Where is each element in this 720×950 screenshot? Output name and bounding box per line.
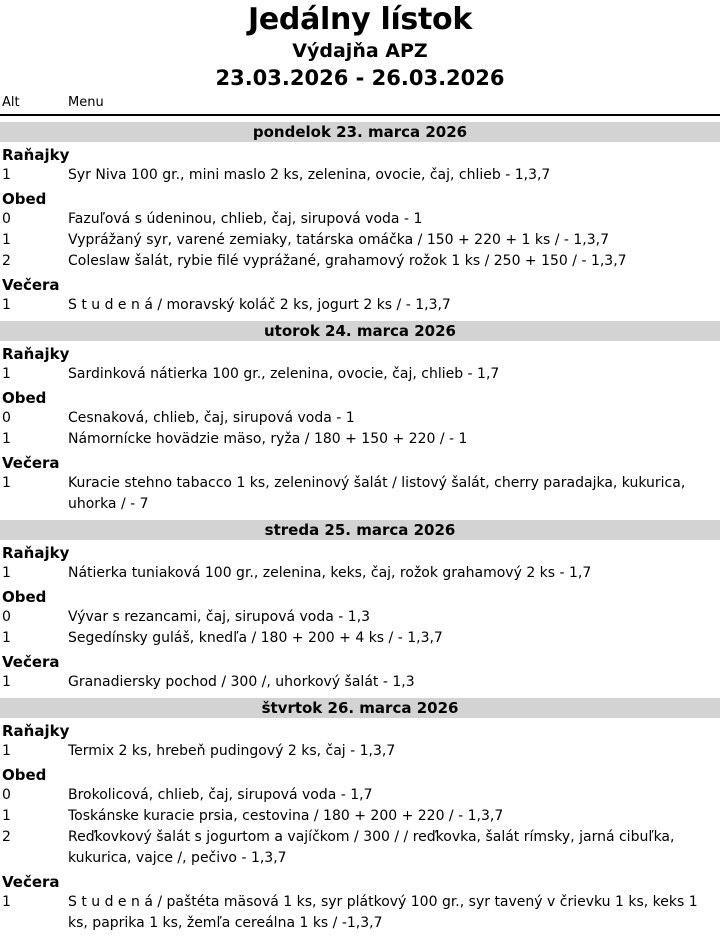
- menu-item-row: [0, 892, 720, 934]
- alt-number: 1: [2, 366, 11, 382]
- column-alt: Alt: [2, 95, 20, 110]
- menu-item-row: [0, 563, 720, 584]
- menu-item-row: [0, 295, 720, 316]
- alt-number: 1: [2, 894, 11, 910]
- menu-item-text: Syr Niva 100 gr., mini maslo 2 ks, zelenina, ovocie, čaj, chlieb - 1,3,7: [68, 167, 551, 183]
- menu-item-text: Toskánske kuracie prsia, cestovina / 180 + 200 + 220 / - 1,3,7: [68, 808, 504, 824]
- meal-name: Večera: [2, 873, 60, 891]
- alt-number: 2: [2, 253, 11, 269]
- page-subtitle: Výdajňa APZ: [292, 40, 428, 62]
- menu-item-row: [0, 672, 720, 693]
- meal-name: Obed: [2, 190, 47, 208]
- menu-item-row: [0, 364, 720, 385]
- alt-number: 1: [2, 630, 11, 646]
- menu-item-row: [0, 628, 720, 649]
- meal-name: Večera: [2, 454, 60, 472]
- menu-item-text: S t u d e n á / paštéta mäsová 1 ks, syr plátkový 100 gr., syr tavený v črievku 1 ks, keks 1 ks, paprika 1 ks, žemľa cereálna 1 ks / -1,3,7: [68, 894, 698, 931]
- menu-item-text: Fazuľová s údeninou, chlieb, čaj, sirupová voda - 1: [68, 211, 423, 227]
- meal-name: Večera: [2, 276, 60, 294]
- menu-item-row: [0, 165, 720, 186]
- menu-item-text: Vyprážaný syr, varené zemiaky, tatárska omáčka / 150 + 220 + 1 ks / - 1,3,7: [68, 232, 610, 248]
- menu-item-text: Sardinková nátierka 100 gr., zelenina, ovocie, čaj, chlieb - 1,7: [68, 366, 500, 382]
- menu-item-row: [0, 741, 720, 762]
- date-range: 23.03.2026 - 26.03.2026: [215, 66, 505, 90]
- menu-item-text: Vývar s rezancami, čaj, sirupová voda - 1,3: [68, 609, 371, 625]
- column-menu: Menu: [68, 95, 104, 110]
- meal-name: Raňajky: [2, 345, 70, 363]
- meal-name: Večera: [2, 653, 60, 671]
- menu-item-row: [0, 806, 720, 827]
- day-header: pondelok 23. marca 2026: [0, 122, 720, 142]
- day-header: streda 25. marca 2026: [0, 520, 720, 540]
- column-header: [0, 95, 720, 116]
- menu-item-row: [0, 230, 720, 251]
- menu-item-row: [0, 827, 720, 869]
- meal-name: Obed: [2, 389, 47, 407]
- alt-number: 1: [2, 167, 11, 183]
- menu-item-row: [0, 473, 720, 515]
- alt-number: 0: [2, 410, 11, 426]
- alt-number: 2: [2, 829, 11, 845]
- menu-body: [0, 122, 720, 934]
- menu-item-text: Kuracie stehno tabacco 1 ks, zeleninový šalát / listový šalát, cherry paradajka, kukurica, uhorka / - 7: [68, 475, 686, 512]
- alt-number: 0: [2, 211, 11, 227]
- day-header: štvrtok 26. marca 2026: [0, 698, 720, 718]
- alt-number: 1: [2, 808, 11, 824]
- meal-name: Obed: [2, 588, 47, 606]
- menu-item-text: Segedínsky guláš, knedľa / 180 + 200 + 4 ks / - 1,3,7: [68, 630, 443, 646]
- alt-number: 1: [2, 297, 11, 313]
- menu-item-text: Granadiersky pochod / 300 /, uhorkový šalát - 1,3: [68, 674, 415, 690]
- menu-item-row: [0, 785, 720, 806]
- meal-name: Raňajky: [2, 544, 70, 562]
- menu-item-row: [0, 251, 720, 272]
- menu-item-text: Termix 2 ks, hrebeň pudingový 2 ks, čaj - 1,3,7: [68, 743, 396, 759]
- menu-item-text: Cesnaková, chlieb, čaj, sirupová voda - 1: [68, 410, 355, 426]
- menu-item-text: S t u d e n á / moravský koláč 2 ks, jogurt 2 ks / - 1,3,7: [68, 297, 451, 313]
- meal-name: Obed: [2, 766, 47, 784]
- day-header: utorok 24. marca 2026: [0, 321, 720, 341]
- menu-header: [0, 0, 720, 92]
- alt-number: 1: [2, 743, 11, 759]
- menu-item-row: [0, 429, 720, 450]
- alt-number: 0: [2, 609, 11, 625]
- meal-name: Raňajky: [2, 146, 70, 164]
- menu-item-text: Námornícke hovädzie mäso, ryža / 180 + 150 + 220 / - 1: [68, 431, 468, 447]
- alt-number: 0: [2, 787, 11, 803]
- page-title: Jedálny lístok: [248, 2, 472, 37]
- menu-item-text: Reďkovkový šalát s jogurtom a vajíčkom / 300 / / reďkovka, šalát rímsky, jarná cibuľka, kukurica, vajce /, pečivo - 1,3,7: [68, 829, 675, 866]
- alt-number: 1: [2, 232, 11, 248]
- menu-item-text: Coleslaw šalát, rybie filé vyprážané, grahamový rožok 1 ks / 250 + 150 / - 1,3,7: [68, 253, 627, 269]
- menu-item-row: [0, 408, 720, 429]
- meal-name: Raňajky: [2, 722, 70, 740]
- menu-item-row: [0, 607, 720, 628]
- alt-number: 1: [2, 475, 11, 491]
- menu-item-row: [0, 209, 720, 230]
- menu-item-text: Nátierka tuniaková 100 gr., zelenina, keks, čaj, rožok grahamový 2 ks - 1,7: [68, 565, 592, 581]
- alt-number: 1: [2, 565, 11, 581]
- alt-number: 1: [2, 431, 11, 447]
- alt-number: 1: [2, 674, 11, 690]
- menu-item-text: Brokolicová, chlieb, čaj, sirupová voda - 1,7: [68, 787, 373, 803]
